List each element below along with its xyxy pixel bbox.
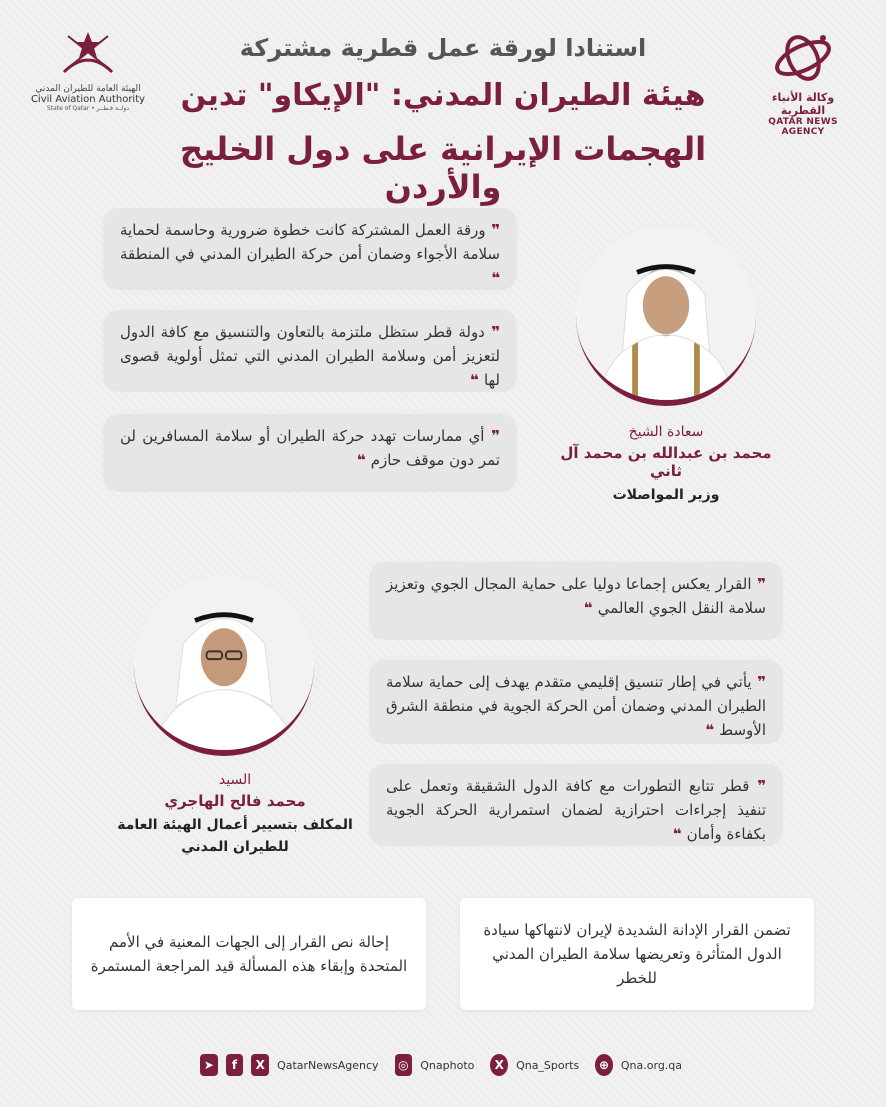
quote-box-bottom-2 xyxy=(370,660,782,742)
person-portrait-icon xyxy=(576,226,756,400)
x-icon[interactable]: X xyxy=(490,1054,508,1076)
caa-arabic-name: الهيئة العامة للطيران المدني xyxy=(35,84,141,94)
social-handle-photo[interactable]: Qnaphoto xyxy=(420,1058,475,1072)
person-caa-head-info xyxy=(110,772,360,858)
headline-line-1: هيئة الطيران المدني: "الإيكاو" تدين xyxy=(180,78,706,113)
quote-mark-icon: ❝ xyxy=(469,371,484,389)
quote-text: يأتي في إطار تنسيق إقليمي متقدم يهدف إلى حماية سلامة الطيران المدني وضمان أمن الحركة الجوية في منطقة الشرق الأوسط xyxy=(386,673,766,739)
quote-mark-icon: ❞ xyxy=(749,777,767,795)
quote-mark-icon: ❝ xyxy=(583,599,598,617)
quote-text: القرار يعكس إجماعا دوليا على حماية المجال الجوي وتعزيز سلامة النقل الجوي العالمي xyxy=(386,575,766,617)
facebook-icon[interactable]: f xyxy=(226,1054,244,1076)
social-footer xyxy=(200,1048,690,1082)
card-text: تضمن القرار الإدانة الشديدة لإيران لانتهاكها سيادة الدول المتأثرة وتعريضها سلامة الطيران المدني للخطر xyxy=(483,921,791,987)
caa-emblem-icon xyxy=(58,28,118,76)
website-link[interactable]: Qna.org.qa xyxy=(620,1058,683,1072)
card-text: إحالة نص القرار إلى الجهات المعنية في الأمم المتحدة وإبقاء هذه المسألة قيد المراجعة المستمرة xyxy=(90,933,408,975)
quote-mark-icon: ❞ xyxy=(485,221,500,239)
quote-box-bottom-3 xyxy=(370,764,782,844)
qna-arabic-name: وكالة الأنباء القطرية xyxy=(771,91,835,117)
person-role: وزير المواصلات xyxy=(612,487,720,503)
person-honorific: سعادة الشيخ xyxy=(628,424,704,440)
resolution-card-left xyxy=(72,898,426,1010)
quote-text: أي ممارسات تهدد حركة الطيران أو سلامة المسافرين لن تمر دون موقف حازم xyxy=(120,427,500,469)
quote-text: قطر تتابع التطورات مع كافة الدول الشقيقة وتعمل على تنفيذ إجراءات احترازية لضمان استمرارية الحركة الجوية بكفاءة وأمان xyxy=(386,777,766,843)
qna-emblem-icon xyxy=(768,28,838,83)
social-handle-main[interactable]: QatarNewsAgency xyxy=(277,1058,379,1072)
qna-logo xyxy=(748,28,858,137)
person-name: محمد فالح الهاجري xyxy=(164,792,306,810)
person-role-line-1: المكلف بتسيير أعمال الهيئة العامة xyxy=(117,817,353,833)
quote-box-top-1 xyxy=(104,208,516,288)
person-minister-info xyxy=(546,424,786,506)
caa-logo xyxy=(28,28,148,112)
portrait-minister xyxy=(576,226,756,406)
telegram-icon[interactable]: ➤ xyxy=(200,1054,218,1076)
quote-mark-icon: ❝ xyxy=(672,825,687,843)
quote-mark-icon: ❝ xyxy=(356,451,371,469)
caa-state-label: State of Qatar • دولــة قـطــر xyxy=(46,105,130,112)
globe-icon[interactable]: ⊕ xyxy=(595,1054,613,1076)
quote-box-bottom-1 xyxy=(370,562,782,638)
x-icon[interactable]: X xyxy=(251,1054,269,1076)
social-handle-sports[interactable]: Qna_Sports xyxy=(516,1058,580,1072)
quote-text: ورقة العمل المشتركة كانت خطوة ضرورية وحاسمة لحماية سلامة الأجواء وضمان أمن حركة الطيران المدني في المنطقة xyxy=(120,221,500,263)
quote-text: دولة قطر ستظل ملتزمة بالتعاون والتنسيق مع كافة الدول لتعزيز أمن وسلامة الطيران المدني التي تمثل أولوية قصوى لها xyxy=(120,323,500,389)
person-name: محمد بن عبدالله بن محمد آل ثاني xyxy=(560,444,772,480)
quote-mark-icon: ❞ xyxy=(484,323,500,341)
instagram-icon[interactable]: ◎ xyxy=(395,1054,413,1076)
quote-mark-icon: ❝ xyxy=(705,721,720,739)
super-title: استنادا لورقة عمل قطرية مشتركة xyxy=(239,34,647,62)
qna-english-name: QATAR NEWS AGENCY xyxy=(768,117,838,137)
quote-mark-icon: ❞ xyxy=(484,427,500,445)
quote-box-top-2 xyxy=(104,310,516,390)
person-role-line-2: للطيران المدني xyxy=(181,839,289,855)
resolution-card-right xyxy=(460,898,814,1010)
person-portrait-icon xyxy=(134,576,314,750)
quote-box-top-3 xyxy=(104,414,516,490)
person-honorific: السيد xyxy=(218,772,252,788)
quote-mark-icon: ❞ xyxy=(751,673,766,691)
quote-mark-icon: ❝ xyxy=(491,269,500,287)
caa-english-name: Civil Aviation Authority xyxy=(30,94,146,105)
headline-line-2: الهجمات الإيرانية على دول الخليج والأردن xyxy=(179,130,707,206)
quote-mark-icon: ❞ xyxy=(751,575,766,593)
portrait-caa-head xyxy=(134,576,314,756)
